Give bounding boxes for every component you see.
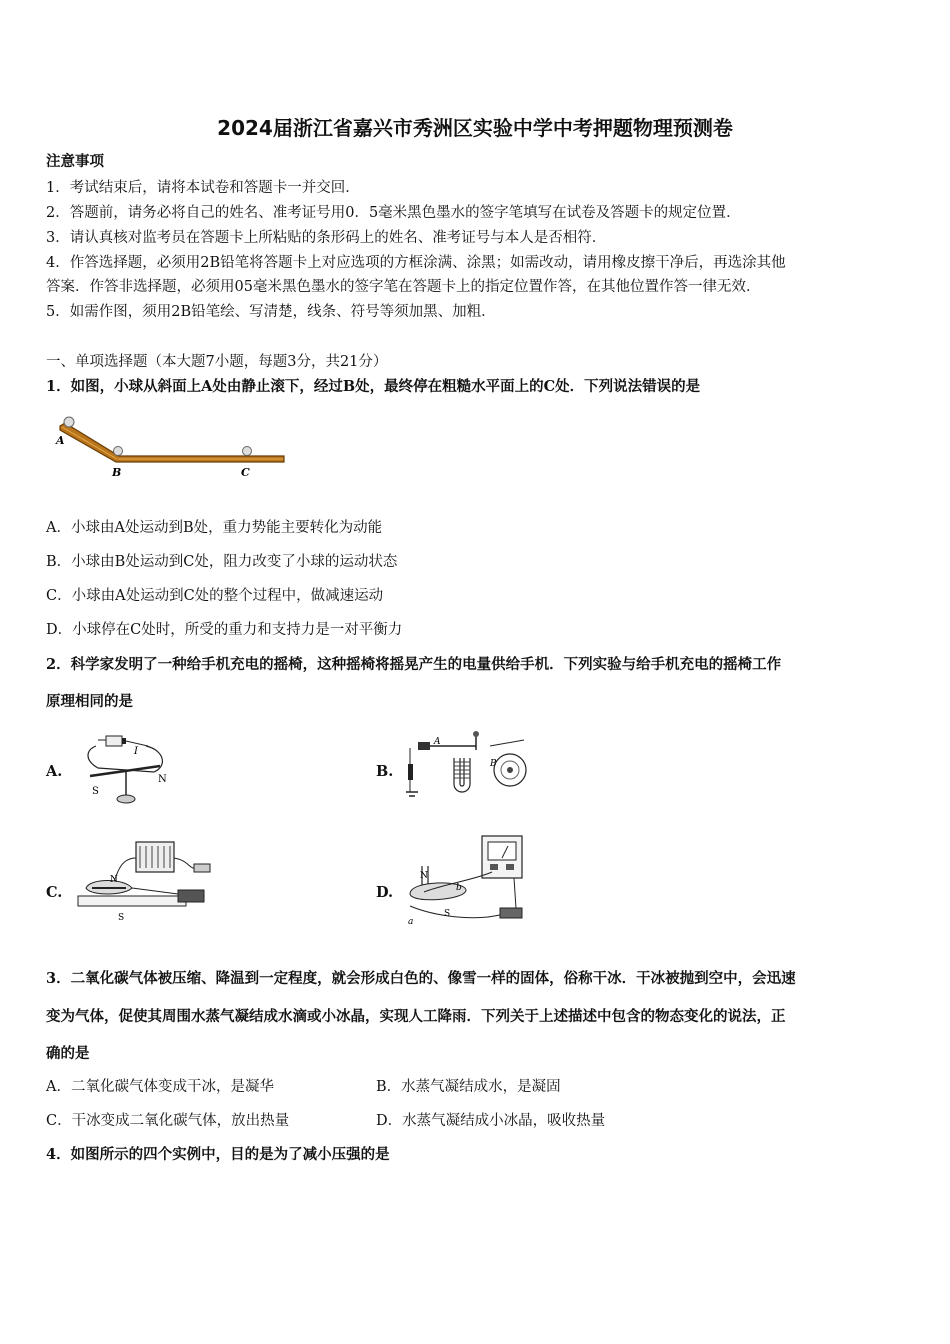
south-label: S: [444, 909, 451, 919]
q1-option-a: A．小球由A处运动到B处，重力势能主要转化为动能: [46, 520, 383, 536]
label-b: B: [112, 466, 122, 479]
q3-option-c: C．干冰变成二氧化碳气体，放出热量: [46, 1113, 290, 1129]
question-2-stem-cont: 原理相同的是: [46, 693, 133, 710]
south-label: S: [92, 786, 99, 797]
incline-ramp-figure: [52, 414, 292, 482]
question-3-stem: 3．二氧化碳气体被压缩、降温到一定程度，就会形成白色的、像雪一样的固体，俗称干冰．干冰被抛到空中，会迅速: [46, 970, 796, 987]
notice-item: 3．请认真核对监考员在答题卡上所粘贴的条形码上的姓名、准考证号与本人是否相符．: [46, 230, 607, 246]
north-label: N: [110, 875, 118, 885]
south-label: S: [118, 913, 125, 923]
ball-b: [114, 447, 123, 456]
q2-option-c-label: C.: [46, 884, 63, 901]
q2-option-b-label: B.: [376, 763, 394, 780]
generator-ammeter-figure: [404, 832, 530, 928]
notice-item: 4．作答选择题，必须用2B铅笔将答题卡上对应选项的方框涂满、涂黑；如需改动，请用橡皮擦干净后，再选涂其他: [46, 255, 786, 271]
notice-item: 5．如需作图，须用2B铅笔绘、写清楚，线条、符号等须加黑、加粗．: [46, 304, 496, 320]
label-a: A: [56, 434, 65, 447]
north-label: N: [420, 871, 428, 881]
contact-b-label: B: [490, 759, 497, 769]
notice-item: 2．答题前，请务必将自己的姓名、准考证号用0．5毫米黑色墨水的签字笔填写在试卷及答题卡的规定位置．: [46, 205, 741, 221]
terminal-a-label: a: [408, 917, 414, 927]
question-1-stem: 1．如图，小球从斜面上A处由静止滚下，经过B处，最终停在粗糙水平面上的C处．下列说法错误的是: [46, 378, 701, 395]
q3-option-d: D．水蒸气凝结成小冰晶，吸收热量: [376, 1113, 606, 1129]
q3-option-b: B．水蒸气凝结成水，是凝固: [376, 1079, 561, 1095]
current-label: I: [134, 746, 138, 757]
oersted-experiment-figure: [76, 728, 176, 806]
north-label: N: [158, 774, 167, 785]
question-3-stem-cont: 变为气体，促使其周围水蒸气凝结成水滴或小冰晶，实现人工降雨．下列关于上述描述中包含的物态变化的说法，正: [46, 1008, 786, 1025]
electric-bell-figure: [404, 728, 540, 808]
notice-item: 答案．作答非选择题，必须用05毫米黑色墨水的签字笔在答题卡上的指定位置作答，在其他位置作答一律无效．: [46, 279, 761, 295]
ball-c: [243, 447, 252, 456]
q2-option-a-label: A.: [46, 763, 63, 780]
notice-item: 1．考试结束后，请将本试卷和答题卡一并交回．: [46, 180, 360, 196]
q1-option-b: B．小球由B处运动到C处，阻力改变了小球的运动状态: [46, 554, 398, 570]
q1-option-d: D．小球停在C处时，所受的重力和支持力是一对平衡力: [46, 622, 403, 638]
electric-motor-figure: [76, 838, 218, 924]
q2-option-d-label: D.: [376, 884, 394, 901]
terminal-b-label: b: [456, 883, 462, 893]
notice-heading: 注意事项: [46, 153, 104, 170]
question-2-stem: 2．科学家发明了一种给手机充电的摇椅，这种摇椅将摇晃产生的电量供给手机．下列实验与给手机充电的摇椅工作: [46, 656, 782, 673]
label-c: C: [241, 466, 250, 479]
q3-option-a: A．二氧化碳气体变成干冰，是凝华: [46, 1079, 274, 1095]
contact-a-label: A: [434, 737, 441, 747]
section-heading: 一、单项选择题（本大题7小题，每题3分，共21分）: [46, 354, 388, 370]
ball-a: [64, 417, 74, 427]
q1-option-c: C．小球由A处运动到C处的整个过程中，做减速运动: [46, 588, 384, 604]
question-4-stem: 4．如图所示的四个实例中，目的是为了减小压强的是: [46, 1146, 390, 1163]
page-title: 2024届浙江省嘉兴市秀洲区实验中学中考押题物理预测卷: [217, 116, 733, 140]
question-3-stem-end: 确的是: [46, 1045, 90, 1062]
